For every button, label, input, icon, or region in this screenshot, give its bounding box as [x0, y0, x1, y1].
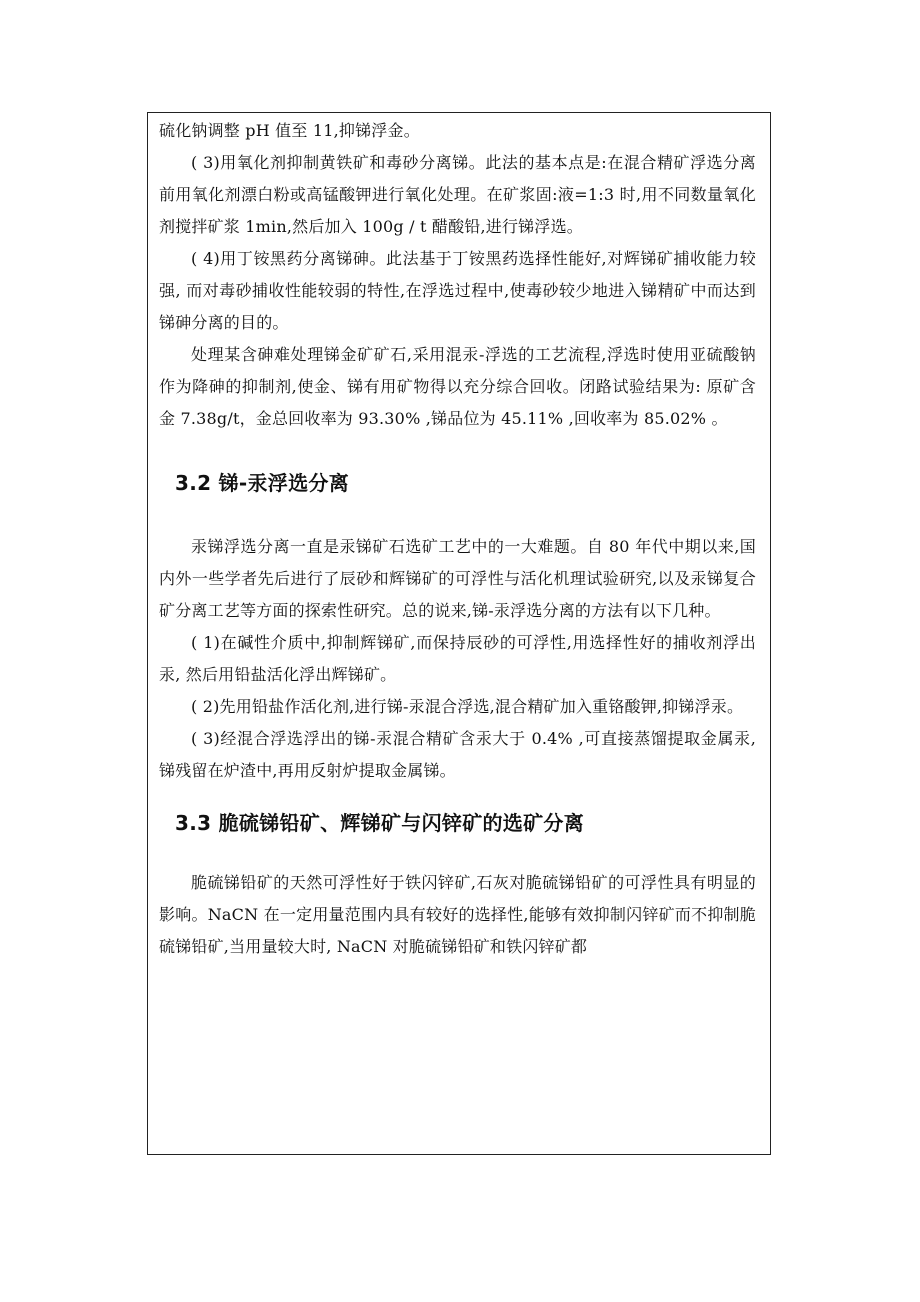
paragraph-intro-3-2: 汞锑浮选分离一直是汞锑矿石选矿工艺中的一大难题。自 80 年代中期以来,国内外一些学者先后进行了辰砂和辉锑矿的可浮性与活化机理试验研究,以及汞锑复合矿分离工艺等方面的探索性研究。总的说来,锑-汞浮选分离的方法有以下几种。	[159, 537, 756, 620]
paragraph-3-2-item-1: ( 1)在碱性介质中,抑制辉锑矿,而保持辰砂的可浮性,用选择性好的捕收剂浮出汞, 然后用铅盐活化浮出辉锑矿。	[159, 633, 756, 684]
section-heading-3-2: 3.2 锑-汞浮选分离	[175, 471, 349, 495]
paragraph-method-3: ( 3)用氧化剂抑制黄铁矿和毒砂分离锑。此法的基本点是:在混合精矿浮选分离前用氧化剂漂白粉或高锰酸钾进行氧化处理。在矿浆固:液=1:3 时,用不同数量氧化剂搅拌矿浆 1min,然后加入 100g / t 醋酸铅,进行锑浮选。	[159, 153, 756, 236]
document-frame	[147, 112, 771, 1155]
paragraph-3-2-item-2: ( 2)先用铅盐作活化剂,进行锑-汞混合浮选,混合精矿加入重铬酸钾,抑锑浮汞。	[191, 697, 744, 716]
paragraph-continuation: 硫化钠调整 pH 值至 11,抑锑浮金。	[159, 121, 420, 140]
section-heading-3-3: 3.3 脆硫锑铅矿、辉锑矿与闪锌矿的选矿分离	[175, 811, 584, 835]
paragraph-case-study: 处理某含砷难处理锑金矿矿石,采用混汞-浮选的工艺流程,浮选时使用亚硫酸钠作为降砷的抑制剂,使金、锑有用矿物得以充分综合回收。闭路试验结果为: 原矿含金 7.38g/t，金总回收率为 93.30% ,锑品位为 45.11% ,回收率为 85.02% 。	[159, 345, 756, 428]
paragraph-method-4: ( 4)用丁铵黑药分离锑砷。此法基于丁铵黑药选择性能好,对辉锑矿捕收能力较强, 而对毒砂捕收性能较弱的特性,在浮选过程中,使毒砂较少地进入锑精矿中而达到锑砷分离的目的。	[159, 249, 756, 332]
paragraph-3-2-item-3: ( 3)经混合浮选浮出的锑-汞混合精矿含汞大于 0.4% ,可直接蒸馏提取金属汞,锑残留在炉渣中,再用反射炉提取金属锑。	[159, 729, 756, 780]
paragraph-intro-3-3: 脆硫锑铅矿的天然可浮性好于铁闪锌矿,石灰对脆硫锑铅矿的可浮性具有明显的影响。NaCN 在一定用量范围内具有较好的选择性,能够有效抑制闪锌矿而不抑制脆硫锑铅矿,当用量较大时, NaCN 对脆硫锑铅矿和铁闪锌矿都	[159, 873, 756, 956]
